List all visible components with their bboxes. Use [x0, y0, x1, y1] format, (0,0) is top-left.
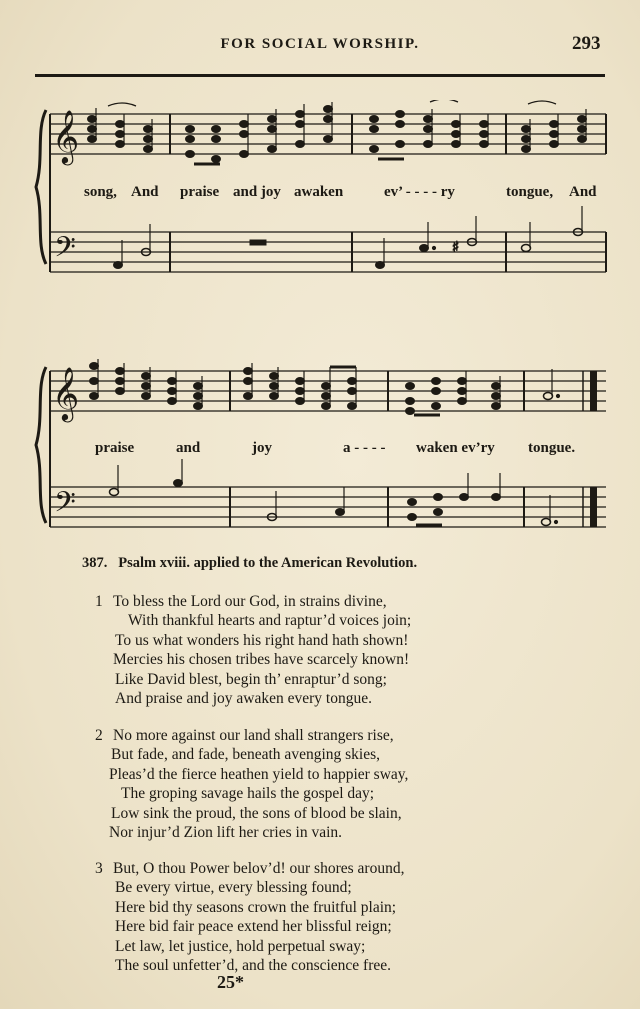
- verse-line: Low sink the proud, the sons of blood be slain,: [111, 804, 402, 822]
- stanza-number: 1: [95, 593, 103, 610]
- verse-line: And praise and joy awaken every tongue.: [115, 690, 372, 708]
- lyric-syllable: a - - - -: [343, 440, 386, 456]
- verse-line: To bless the Lord our God, in strains divine,: [113, 593, 387, 610]
- verse-line: Nor injur’d Zion lift her cries in vain.: [109, 824, 343, 842]
- running-header: FOR SOCIAL WORSHIP.: [220, 36, 420, 52]
- stanza-1: [95, 592, 411, 708]
- verse-line: The groping savage hails the gospel day;: [121, 785, 375, 803]
- verse-line: Let law, let justice, hold perpetual sway;: [115, 937, 366, 955]
- lyric-syllable: tongue,: [506, 184, 554, 200]
- svg-text:𝄢: 𝄢: [54, 231, 76, 271]
- lyric-syllable: song,: [84, 184, 117, 200]
- lyric-syllable: awaken: [294, 184, 344, 200]
- hymn-number: 387.: [82, 555, 108, 571]
- verse-line: The soul unfetter’d, and the conscience free.: [115, 957, 392, 975]
- verse-line: Be every virtue, every blessing found;: [115, 879, 352, 897]
- lyric-syllable: and: [176, 440, 201, 456]
- verse-line: No more against our land shall strangers rise,: [113, 727, 394, 744]
- lyric-syllable: tongue.: [528, 440, 576, 456]
- verse-line: Like David blest, begin th’ enraptur’d song;: [115, 670, 387, 688]
- svg-text:𝄢: 𝄢: [54, 486, 76, 526]
- lyric-syllable: And: [131, 184, 159, 200]
- lyric-syllable: joy: [252, 440, 272, 456]
- verse-line: But, O thou Power belov’d! our shores around,: [113, 860, 405, 877]
- lyric-syllable: ev’ - - - - ry: [384, 184, 455, 200]
- lyric-syllable: And: [569, 184, 597, 200]
- verse-line: Mercies his chosen tribes have scarcely known!: [113, 651, 410, 669]
- verse-line: With thankful hearts and raptur’d voices join;: [128, 612, 412, 630]
- verse-line: But fade, and fade, beneath avenging skies,: [111, 746, 381, 764]
- verse-line: Here bid fair peace extend her blissful reign;: [115, 918, 392, 936]
- verse-line: To us what wonders his right hand hath shown!: [115, 631, 409, 649]
- lyric-syllable: and joy: [233, 184, 281, 200]
- lyric-syllable: praise: [95, 440, 135, 456]
- lyric-syllable: praise: [180, 184, 220, 200]
- verse-line: Pleas’d the fierce heathen yield to happier sway,: [109, 765, 409, 783]
- svg-text:𝄞: 𝄞: [52, 109, 80, 163]
- stanza-3: [95, 859, 404, 975]
- page-number: 293: [572, 33, 601, 54]
- svg-text:𝄞: 𝄞: [52, 366, 80, 420]
- stanza-number: 3: [95, 860, 103, 877]
- lyric-syllable: waken ev’ry: [416, 440, 495, 456]
- hymn-heading: [82, 555, 417, 572]
- stanza-2: [95, 726, 408, 842]
- svg-text:♯: ♯: [452, 238, 460, 256]
- header-rule: [35, 74, 605, 77]
- stanza-number: 2: [95, 727, 103, 744]
- verse-line: Here bid thy seasons crown the fruitful plain;: [115, 898, 397, 916]
- hymn-title: Psalm xviii. applied to the American Revolution.: [118, 555, 418, 571]
- signature-mark: 25*: [217, 972, 244, 992]
